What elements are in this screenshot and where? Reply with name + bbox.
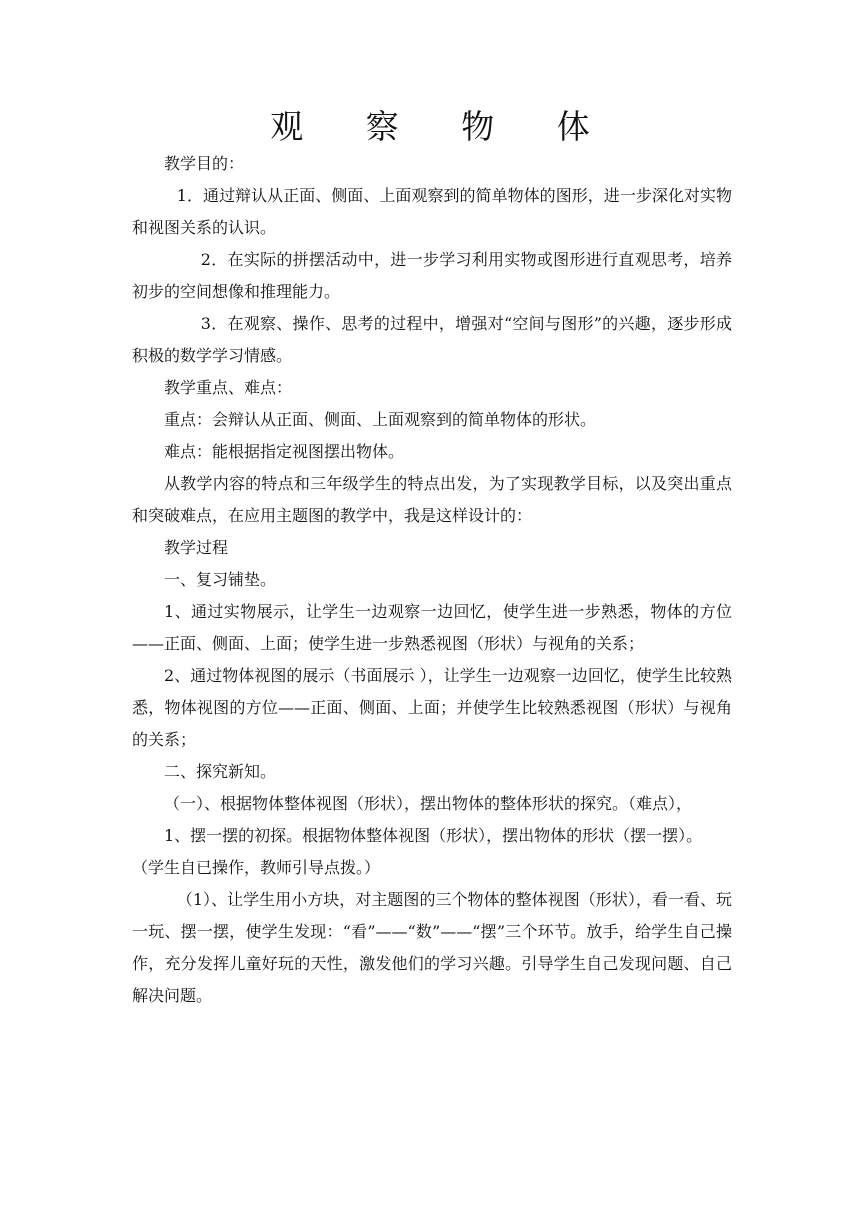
difficult-point: 难点：能根据指定视图摆出物体。 xyxy=(164,442,405,461)
review-item-1: 1、通过实物展示，让学生一边观察一边回忆，使学生进一步熟悉，物体的方位——正面、侧面、上面；使学生进一步熟悉视图（形状）与视角的关系； xyxy=(132,602,732,653)
explore-item-1-note: （学生自已操作，教师引导点拨。） xyxy=(132,858,381,877)
objective-2: 2．在实际的拼摆活动中，进一步学习利用实物或图形进行直观思考，培养初步的空间想像和推理能力。 xyxy=(132,250,732,301)
review-item-2: 2、通过物体视图的展示（书面展示 ），让学生一边观察一边回忆，使学生比较熟悉，物体视图的方位——正面、侧面、上面；并使学生比较熟悉视图（形状）与视角的关系； xyxy=(132,666,732,749)
document-title: 观 察 物 体 xyxy=(270,107,616,146)
section-heading-key-points: 教学重点、难点： xyxy=(164,378,293,397)
explore-item-1-step-1: （1）、让学生用小方块，对主题图的三个物体的整体视图（形状），看一看、玩一玩、摆一摆，使学生发现：“看”——“数”——“摆”三个环节。放手，给学生自己操作，充分发挥儿童好玩的天性，激发他们的学习兴趣。引导学生自己发现问题、自己解决问题。 xyxy=(132,890,732,1005)
section-explore: 二、探究新知。 xyxy=(164,762,277,781)
document-body xyxy=(132,148,732,1012)
section-heading-objectives: 教学目的： xyxy=(164,154,245,173)
objective-3: 3．在观察、操作、思考的过程中，增强对“空间与图形”的兴趣，逐步形成积极的数学学习情感。 xyxy=(132,314,732,365)
design-intro-paragraph: 从教学内容的特点和三年级学生的特点出发，为了实现教学目标，以及突出重点和突破难点，在应用主题图的教学中，我是这样设计的： xyxy=(132,474,732,525)
explore-subsection-1: （一）、根据物体整体视图（形状），摆出物体的整体形状的探究。（难点）， xyxy=(164,794,693,813)
explore-item-1: 1、摆一摆的初探。根据物体整体视图（形状），摆出物体的形状（摆一摆）。 xyxy=(164,826,703,845)
section-review: 一、复习铺垫。 xyxy=(164,570,277,589)
objective-1: 1．通过辩认从正面、侧面、上面观察到的简单物体的图形，进一步深化对实物和视图关系的认识。 xyxy=(132,186,732,237)
key-point: 重点：会辩认从正面、侧面、上面观察到的简单物体的形状。 xyxy=(164,410,597,429)
section-heading-process: 教学过程 xyxy=(164,538,229,557)
